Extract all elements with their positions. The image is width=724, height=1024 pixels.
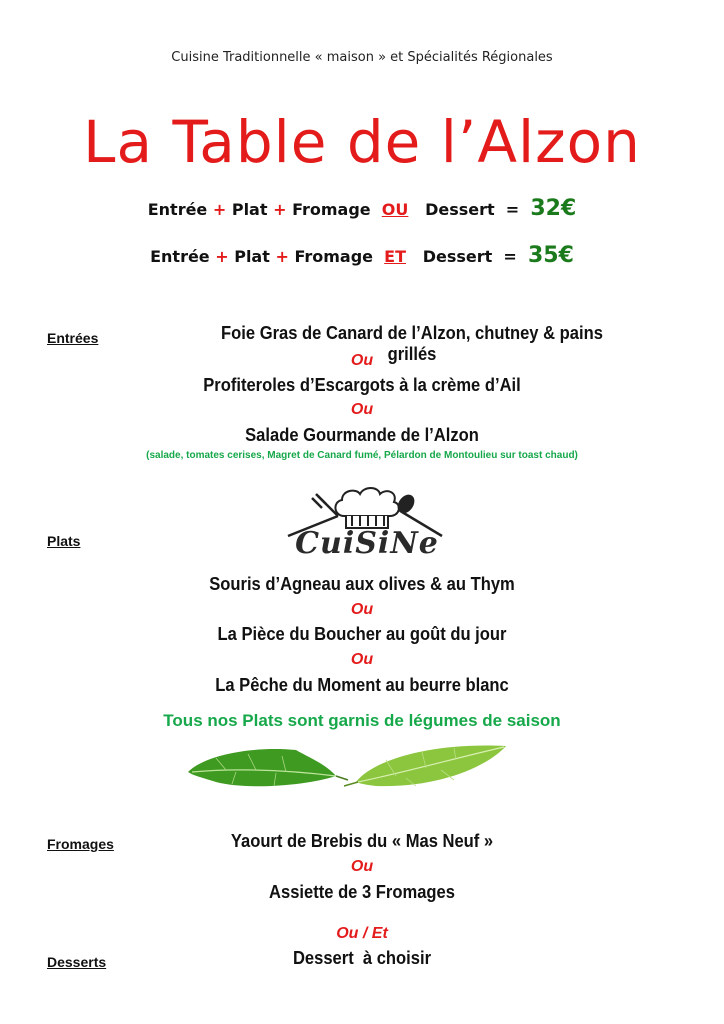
leaf-icon <box>344 745 506 786</box>
or-and-separator: Ou / Et <box>336 925 388 942</box>
or-separator: Ou <box>350 352 374 369</box>
restaurant-title: La Table de l’Alzon <box>83 108 641 176</box>
entree-dish-3-note: (salade, tomates cerises, Magret de Canard fumé, Pélardon de Montoulieu sur toast chaud) <box>146 450 578 461</box>
formula-fromage: Fromage <box>292 200 371 219</box>
formula-dessert: Dessert <box>422 247 493 266</box>
plus-sign: + <box>212 200 227 219</box>
formula-plat: Plat <box>231 200 268 219</box>
section-label-entrees: Entrées <box>47 330 99 346</box>
equals-sign: = <box>503 247 517 266</box>
section-label-fromages: Fromages <box>47 836 114 852</box>
section-label-desserts: Desserts <box>47 954 107 970</box>
formula-fromage: Fromage <box>294 247 373 266</box>
equals-sign: = <box>505 200 520 219</box>
price-formula-35 <box>0 243 724 268</box>
plat-dish-2: La Pièce du Boucher au goût du jour <box>217 624 507 644</box>
formula-conjunction: ET <box>384 247 406 266</box>
formula-plat: Plat <box>234 247 270 266</box>
price-formula-32 <box>0 196 724 221</box>
plus-sign: + <box>275 247 289 266</box>
or-separator: Ou <box>350 601 374 618</box>
formula-conjunction: OU <box>381 200 409 219</box>
or-separator: Ou <box>350 651 374 668</box>
leaves-decoration <box>186 742 536 792</box>
cuisine-logo-text: CuiSiNe <box>295 526 439 561</box>
entree-dish-2: Profiteroles d’Escargots à la crème d’Ail <box>203 375 521 395</box>
plus-sign: + <box>215 247 229 266</box>
fromage-dish-1: Yaourt de Brebis du « Mas Neuf » <box>230 831 494 851</box>
price-value: 32€ <box>530 196 577 221</box>
formula-entree: Entrée <box>147 200 208 219</box>
dessert-dish-1: Dessert à choisir <box>292 948 432 968</box>
leaf-icon <box>188 749 348 786</box>
or-separator: Ou <box>350 401 374 418</box>
tagline: Cuisine Traditionnelle « maison » et Spécialités Régionales <box>171 50 553 65</box>
entree-dish-3: Salade Gourmande de l’Alzon <box>245 425 479 445</box>
plat-dish-1: Souris d’Agneau aux olives & au Thym <box>209 574 515 594</box>
plat-dish-3: La Pêche du Moment au beurre blanc <box>215 675 509 695</box>
section-label-plats: Plats <box>47 533 81 549</box>
garnish-note: Tous nos Plats sont garnis de légumes de saison <box>163 711 561 730</box>
formula-dessert: Dessert <box>425 200 495 219</box>
fromage-dish-2: Assiette de 3 Fromages <box>269 882 455 902</box>
entree-dish-1: Foie Gras de Canard de l’Alzon, chutney & pains grillés <box>221 323 603 364</box>
formula-entree: Entrée <box>150 247 210 266</box>
cuisine-logo <box>282 482 452 568</box>
plus-sign: + <box>273 200 287 219</box>
price-value: 35€ <box>527 243 574 268</box>
or-separator: Ou <box>350 858 374 875</box>
